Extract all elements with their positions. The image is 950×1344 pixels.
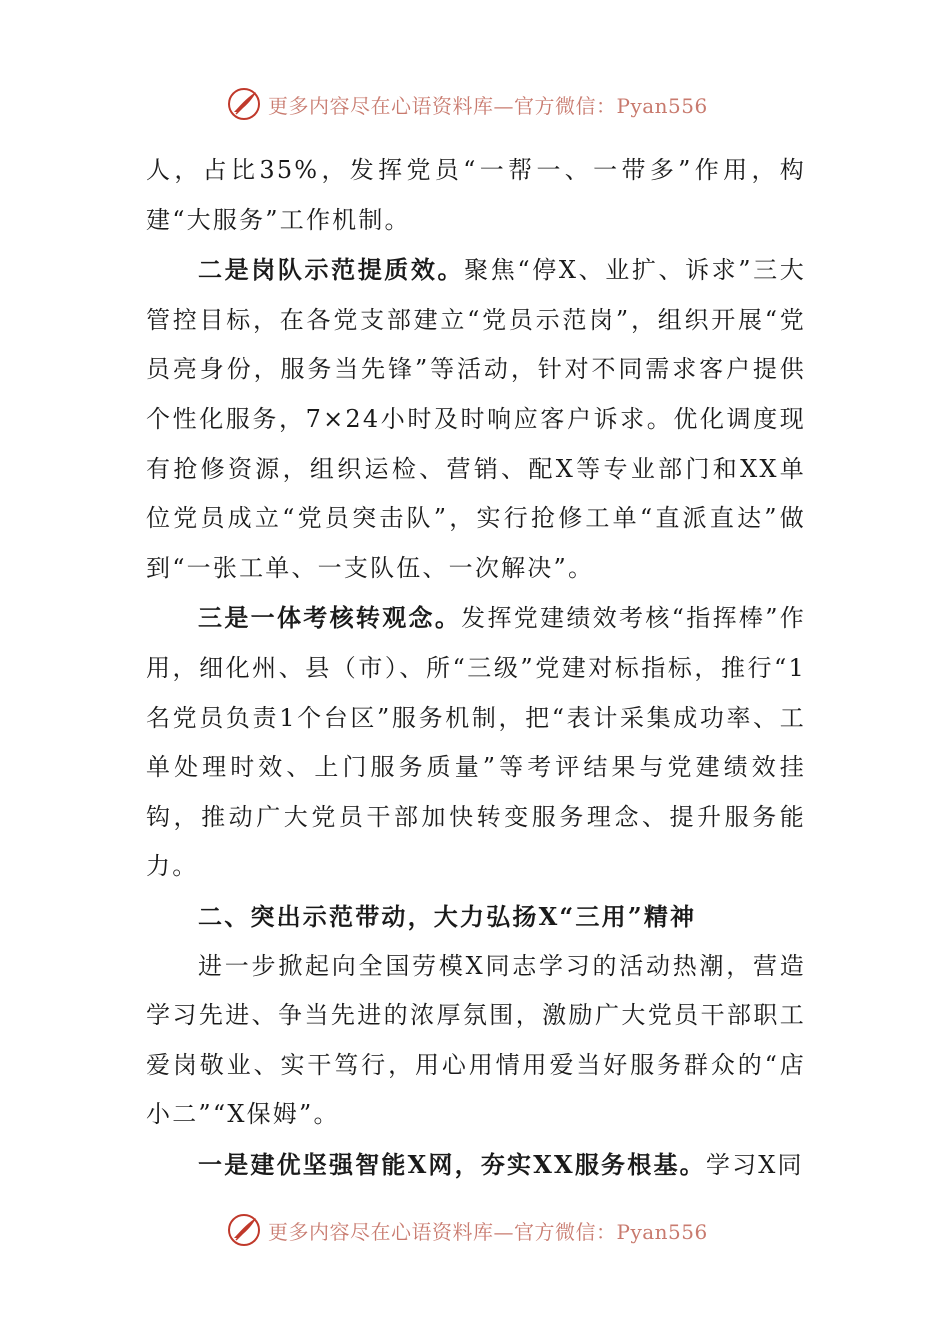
- banner-label: 更多内容尽在心语资料库—官方微信：: [268, 1219, 617, 1244]
- banner-text: [268, 1216, 708, 1245]
- banner-label: 更多内容尽在心语资料库—官方微信：: [268, 93, 617, 118]
- banner-text: [268, 90, 708, 119]
- paragraph-6-lead: 一是建优坚强智能X网，夯实XX服务根基。: [198, 1149, 706, 1179]
- banner-wechat-id: Pyan556: [616, 93, 708, 118]
- paragraph-6: 一是建优坚强智能X网，夯实XX服务根基。学习X同: [198, 1149, 804, 1179]
- section-heading: 二、突出示范带动，大力弘扬X“三用”精神: [198, 901, 697, 931]
- paragraph-2: 二是岗队示范提质效。聚焦“停X、业扩、诉求”三大管控目标，在各党支部建立“党员示范岗”，组织开展“党员亮身份，服务当先锋”等活动，针对不同需求客户提供个性化服务，7×24小时及时响应客户诉求。优化调度现有抢修资源，组织运检、营销、配X等专业部门和XX单位党员成立“党员突击队”，实行抢修工单“直派直达”做到“一张工单、一支队伍、一次解决”。: [146, 255, 807, 582]
- quill-logo-icon: [226, 1212, 262, 1248]
- header-watermark-banner: [226, 84, 708, 124]
- footer-watermark-banner: [226, 1210, 708, 1250]
- quill-logo-icon: [226, 86, 262, 122]
- banner-wechat-id: Pyan556: [616, 1219, 708, 1244]
- paragraph-5: 进一步掀起向全国劳模X同志学习的活动热潮，营造学习先进、争当先进的浓厚氛围，激励广大党员干部职工爱岗敬业、实干笃行，用心用情用爱当好服务群众的“店小二”“X保姆”。: [146, 951, 806, 1129]
- paragraph-3-lead: 三是一体考核转观念。: [198, 603, 462, 633]
- paragraph-2-lead: 二是岗队示范提质效。: [198, 255, 465, 285]
- document-body: [146, 146, 806, 1190]
- paragraph-3: 三是一体考核转观念。发挥党建绩效考核“指挥棒”作用，细化州、县（市）、所“三级”党建对标指标，推行“1名党员负责1个台区”服务机制，把“表计采集成功率、工单处理时效、上门服务质量”等考评结果与党建绩效挂钩，推动广大党员干部加快转变服务理念、提升服务能力。: [146, 603, 806, 881]
- paragraph-1: 人，占比35%，发挥党员“一帮一、一带多”作用，构建“大服务”工作机制。: [146, 156, 806, 234]
